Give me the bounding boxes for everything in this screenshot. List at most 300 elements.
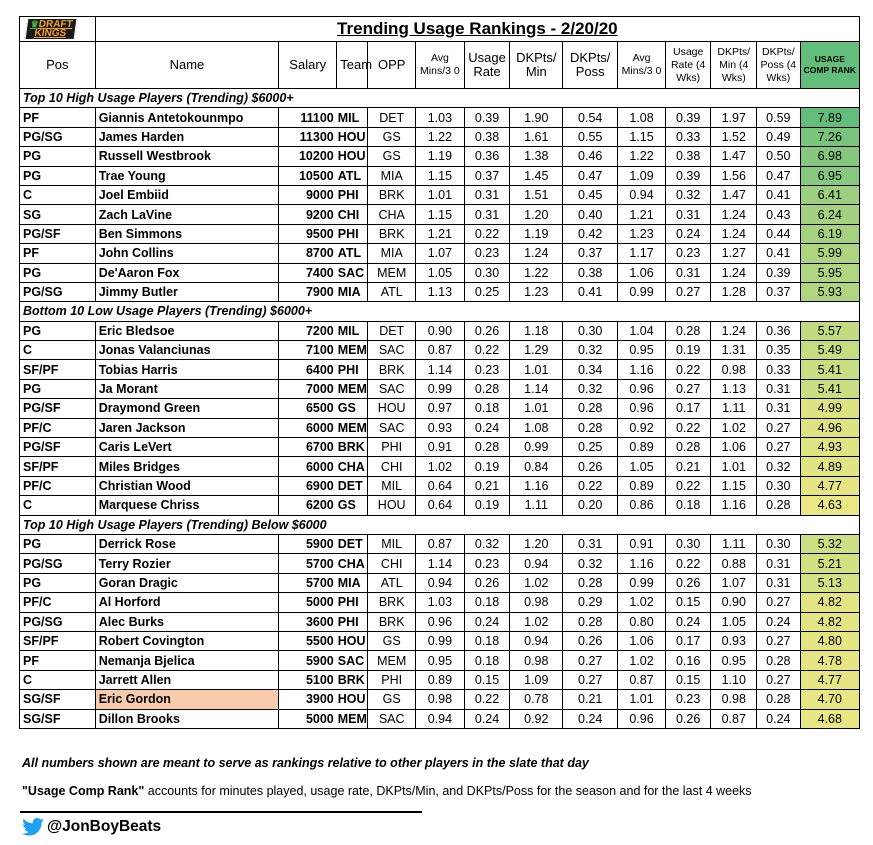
cell-dkpts-poss: 0.54	[563, 108, 618, 127]
cell-usage-comp-rank: 4.82	[800, 593, 859, 612]
cell-usage-rate-4wk: 0.38	[665, 147, 711, 166]
cell-name: Terry Rozier	[95, 554, 279, 573]
cell-salary: 9200	[279, 205, 337, 224]
cell-name: Goran Dragic	[95, 573, 279, 592]
cell-dkpts-poss: 0.24	[563, 709, 618, 728]
cell-usage-comp-rank: 4.99	[800, 399, 859, 418]
cell-salary: 3600	[279, 612, 337, 631]
title-row	[20, 17, 860, 42]
cell-pos: SF/PF	[20, 631, 96, 650]
cell-avg-mins-4wk: 0.80	[618, 612, 666, 631]
cell-dkpts-poss-4wk: 0.31	[757, 399, 801, 418]
cell-salary: 7100	[279, 341, 337, 360]
cell-name: Robert Covington	[95, 631, 279, 650]
cell-avg-mins: 0.96	[416, 612, 465, 631]
cell-avg-mins-4wk: 1.09	[618, 166, 666, 185]
cell-opp: HOU	[368, 496, 416, 515]
cell-pos: PG	[20, 321, 96, 340]
cell-usage-comp-rank: 5.13	[800, 573, 859, 592]
player-row	[20, 185, 860, 204]
cell-opp: SAC	[368, 418, 416, 437]
cell-pos: PG/SF	[20, 224, 96, 243]
cell-name: Joel Embiid	[95, 185, 279, 204]
header-usage-rate: Usage Rate	[464, 42, 510, 89]
cell-usage-rate: 0.19	[464, 496, 510, 515]
cell-dkpts-min-4wk: 1.28	[711, 282, 757, 301]
cell-name: Alec Burks	[95, 612, 279, 631]
cell-dkpts-poss: 0.32	[563, 341, 618, 360]
cell-dkpts-poss: 0.32	[563, 379, 618, 398]
cell-dkpts-poss: 0.38	[563, 263, 618, 282]
cell-dkpts-poss-4wk: 0.43	[757, 205, 801, 224]
cell-team: SAC	[337, 651, 368, 670]
cell-pos: PG/SG	[20, 554, 96, 573]
cell-name: Miles Bridges	[95, 457, 279, 476]
cell-avg-mins: 1.01	[416, 185, 465, 204]
cell-dkpts-poss-4wk: 0.37	[757, 282, 801, 301]
cell-dkpts-min: 1.38	[510, 147, 563, 166]
cell-dkpts-min-4wk: 1.97	[711, 108, 757, 127]
cell-usage-comp-rank: 5.41	[800, 379, 859, 398]
cell-dkpts-poss: 0.32	[563, 554, 618, 573]
cell-usage-rate: 0.23	[464, 554, 510, 573]
cell-opp: MEM	[368, 651, 416, 670]
player-row	[20, 690, 860, 709]
player-row	[20, 554, 860, 573]
section-label: Bottom 10 Low Usage Players (Trending) $6000+	[20, 302, 860, 321]
cell-dkpts-poss: 0.30	[563, 321, 618, 340]
cell-dkpts-poss-4wk: 0.41	[757, 185, 801, 204]
cell-usage-comp-rank: 5.57	[800, 321, 859, 340]
cell-usage-rate: 0.38	[464, 127, 510, 146]
rankings-table	[19, 16, 860, 729]
cell-name: Nemanja Bjelica	[95, 651, 279, 670]
cell-name: Draymond Green	[95, 399, 279, 418]
cell-dkpts-min: 1.45	[510, 166, 563, 185]
cell-dkpts-poss: 0.45	[563, 185, 618, 204]
cell-salary: 5900	[279, 651, 337, 670]
header-pos: Pos	[20, 42, 96, 89]
cell-dkpts-min-4wk: 1.05	[711, 612, 757, 631]
cell-team: ATL	[337, 166, 368, 185]
cell-name: Jonas Valanciunas	[95, 341, 279, 360]
cell-usage-comp-rank: 7.89	[800, 108, 859, 127]
cell-usage-rate: 0.30	[464, 263, 510, 282]
cell-opp: SAC	[368, 709, 416, 728]
cell-dkpts-poss: 0.26	[563, 631, 618, 650]
cell-opp: GS	[368, 147, 416, 166]
cell-dkpts-poss: 0.47	[563, 166, 618, 185]
player-row	[20, 438, 860, 457]
cell-dkpts-min-4wk: 1.27	[711, 244, 757, 263]
cell-dkpts-min: 1.20	[510, 205, 563, 224]
cell-dkpts-poss-4wk: 0.39	[757, 263, 801, 282]
cell-usage-rate-4wk: 0.21	[665, 457, 711, 476]
cell-avg-mins-4wk: 1.04	[618, 321, 666, 340]
cell-opp: SAC	[368, 379, 416, 398]
cell-avg-mins: 0.94	[416, 573, 465, 592]
cell-pos: SG/SF	[20, 709, 96, 728]
cell-avg-mins-4wk: 1.02	[618, 593, 666, 612]
cell-avg-mins-4wk: 0.87	[618, 670, 666, 689]
cell-dkpts-min: 1.18	[510, 321, 563, 340]
cell-dkpts-min: 0.94	[510, 554, 563, 573]
cell-team: CHA	[337, 457, 368, 476]
player-row	[20, 224, 860, 243]
cell-dkpts-min: 1.08	[510, 418, 563, 437]
cell-dkpts-poss-4wk: 0.27	[757, 418, 801, 437]
cell-dkpts-min: 1.01	[510, 399, 563, 418]
cell-name: John Collins	[95, 244, 279, 263]
header-dkpts-poss: DKPts/ Poss	[563, 42, 618, 89]
section-header	[20, 515, 860, 534]
cell-usage-rate-4wk: 0.24	[665, 612, 711, 631]
player-row	[20, 108, 860, 127]
cell-avg-mins: 0.93	[416, 418, 465, 437]
cell-usage-comp-rank: 6.95	[800, 166, 859, 185]
cell-usage-rate: 0.37	[464, 166, 510, 185]
cell-team: MEM	[337, 418, 368, 437]
cell-team: DET	[337, 476, 368, 495]
cell-team: MIA	[337, 573, 368, 592]
cell-avg-mins-4wk: 0.96	[618, 709, 666, 728]
cell-avg-mins-4wk: 0.95	[618, 341, 666, 360]
cell-name: Russell Westbrook	[95, 147, 279, 166]
cell-dkpts-poss: 0.37	[563, 244, 618, 263]
cell-salary: 6500	[279, 399, 337, 418]
cell-avg-mins-4wk: 0.86	[618, 496, 666, 515]
cell-dkpts-poss: 0.42	[563, 224, 618, 243]
cell-avg-mins-4wk: 1.01	[618, 690, 666, 709]
cell-dkpts-poss-4wk: 0.33	[757, 360, 801, 379]
player-row	[20, 593, 860, 612]
cell-dkpts-min: 1.11	[510, 496, 563, 515]
cell-usage-rate-4wk: 0.26	[665, 709, 711, 728]
cell-usage-rate: 0.26	[464, 573, 510, 592]
cell-opp: MIA	[368, 244, 416, 263]
cell-dkpts-min-4wk: 1.02	[711, 418, 757, 437]
cell-dkpts-min-4wk: 0.87	[711, 709, 757, 728]
cell-dkpts-poss-4wk: 0.35	[757, 341, 801, 360]
cell-dkpts-poss-4wk: 0.28	[757, 690, 801, 709]
cell-dkpts-min-4wk: 1.16	[711, 496, 757, 515]
cell-team: MIL	[337, 108, 368, 127]
cell-usage-rate-4wk: 0.32	[665, 185, 711, 204]
cell-dkpts-min-4wk: 1.56	[711, 166, 757, 185]
cell-pos: PG/SG	[20, 282, 96, 301]
cell-avg-mins: 1.22	[416, 127, 465, 146]
cell-avg-mins-4wk: 1.16	[618, 554, 666, 573]
cell-pos: PF/C	[20, 476, 96, 495]
cell-usage-rate: 0.18	[464, 631, 510, 650]
cell-pos: PG	[20, 573, 96, 592]
cell-pos: PF/C	[20, 593, 96, 612]
player-row	[20, 360, 860, 379]
cell-usage-comp-rank: 7.26	[800, 127, 859, 146]
player-row	[20, 670, 860, 689]
cell-name: De'Aaron Fox	[95, 263, 279, 282]
cell-opp: PHI	[368, 670, 416, 689]
cell-usage-comp-rank: 6.19	[800, 224, 859, 243]
cell-usage-comp-rank: 5.41	[800, 360, 859, 379]
cell-dkpts-min-4wk: 0.98	[711, 360, 757, 379]
cell-salary: 5100	[279, 670, 337, 689]
cell-pos: C	[20, 341, 96, 360]
cell-name: Dillon Brooks	[95, 709, 279, 728]
player-row	[20, 127, 860, 146]
cell-salary: 10200	[279, 147, 337, 166]
header-team: Team	[337, 42, 368, 89]
cell-pos: PF/C	[20, 418, 96, 437]
cell-team: PHI	[337, 185, 368, 204]
cell-dkpts-min: 0.94	[510, 631, 563, 650]
cell-name: Christian Wood	[95, 476, 279, 495]
cell-usage-rate-4wk: 0.24	[665, 224, 711, 243]
player-row	[20, 341, 860, 360]
cell-usage-rate: 0.24	[464, 418, 510, 437]
cell-usage-rate-4wk: 0.16	[665, 651, 711, 670]
player-row	[20, 282, 860, 301]
player-row	[20, 496, 860, 515]
cell-salary: 10500	[279, 166, 337, 185]
cell-team: MIL	[337, 321, 368, 340]
cell-opp: GS	[368, 631, 416, 650]
cell-opp: BRK	[368, 185, 416, 204]
cell-dkpts-min: 0.78	[510, 690, 563, 709]
header-avg-mins: Avg Mins/3 0	[416, 42, 465, 89]
cell-usage-rate-4wk: 0.22	[665, 360, 711, 379]
cell-dkpts-min-4wk: 1.31	[711, 341, 757, 360]
cell-usage-comp-rank: 4.70	[800, 690, 859, 709]
player-row	[20, 418, 860, 437]
cell-avg-mins: 1.03	[416, 108, 465, 127]
cell-avg-mins-4wk: 1.23	[618, 224, 666, 243]
player-row	[20, 631, 860, 650]
cell-dkpts-min: 0.92	[510, 709, 563, 728]
cell-name: Zach LaVine	[95, 205, 279, 224]
cell-dkpts-poss-4wk: 0.24	[757, 612, 801, 631]
cell-usage-comp-rank: 5.32	[800, 534, 859, 553]
cell-name: Ben Simmons	[95, 224, 279, 243]
cell-dkpts-min-4wk: 1.47	[711, 185, 757, 204]
cell-usage-rate-4wk: 0.26	[665, 573, 711, 592]
cell-usage-rate: 0.25	[464, 282, 510, 301]
cell-usage-rate-4wk: 0.30	[665, 534, 711, 553]
cell-salary: 7900	[279, 282, 337, 301]
cell-dkpts-poss-4wk: 0.28	[757, 496, 801, 515]
cell-pos: C	[20, 496, 96, 515]
cell-salary: 5500	[279, 631, 337, 650]
cell-dkpts-min: 1.01	[510, 360, 563, 379]
cell-dkpts-min: 1.20	[510, 534, 563, 553]
header-row	[20, 42, 860, 89]
cell-usage-rate-4wk: 0.33	[665, 127, 711, 146]
cell-pos: PG	[20, 379, 96, 398]
cell-opp: MIL	[368, 476, 416, 495]
cell-avg-mins: 1.15	[416, 205, 465, 224]
twitter-handle: @JonBoyBeats	[47, 818, 162, 835]
cell-avg-mins: 1.05	[416, 263, 465, 282]
cell-avg-mins: 0.99	[416, 631, 465, 650]
divider	[20, 811, 422, 813]
cell-dkpts-min: 1.19	[510, 224, 563, 243]
cell-team: HOU	[337, 127, 368, 146]
cell-avg-mins: 0.98	[416, 690, 465, 709]
cell-avg-mins: 1.21	[416, 224, 465, 243]
player-row	[20, 457, 860, 476]
cell-dkpts-poss: 0.21	[563, 690, 618, 709]
cell-dkpts-poss-4wk: 0.41	[757, 244, 801, 263]
cell-usage-rate: 0.18	[464, 651, 510, 670]
cell-dkpts-poss-4wk: 0.50	[757, 147, 801, 166]
cell-dkpts-poss-4wk: 0.27	[757, 438, 801, 457]
cell-pos: PG	[20, 166, 96, 185]
cell-dkpts-min-4wk: 1.13	[711, 379, 757, 398]
cell-avg-mins: 0.64	[416, 476, 465, 495]
cell-avg-mins-4wk: 0.96	[618, 379, 666, 398]
cell-dkpts-poss: 0.27	[563, 670, 618, 689]
cell-usage-rate-4wk: 0.28	[665, 321, 711, 340]
cell-opp: GS	[368, 690, 416, 709]
section-label: Top 10 High Usage Players (Trending) Below $6000	[20, 515, 860, 534]
cell-avg-mins-4wk: 1.21	[618, 205, 666, 224]
cell-usage-rate-4wk: 0.22	[665, 554, 711, 573]
cell-opp: HOU	[368, 399, 416, 418]
header-name: Name	[95, 42, 279, 89]
cell-avg-mins-4wk: 0.96	[618, 399, 666, 418]
cell-dkpts-min-4wk: 0.90	[711, 593, 757, 612]
cell-name: Al Horford	[95, 593, 279, 612]
cell-usage-comp-rank: 4.93	[800, 438, 859, 457]
cell-salary: 6400	[279, 360, 337, 379]
cell-usage-comp-rank: 5.99	[800, 244, 859, 263]
cell-pos: PG/SG	[20, 612, 96, 631]
cell-dkpts-poss-4wk: 0.31	[757, 554, 801, 573]
cell-avg-mins: 0.94	[416, 709, 465, 728]
header-usage-comp-rank: USAGE COMP RANK	[800, 42, 859, 89]
cell-usage-rate-4wk: 0.22	[665, 476, 711, 495]
cell-usage-comp-rank: 4.96	[800, 418, 859, 437]
cell-dkpts-min-4wk: 1.52	[711, 127, 757, 146]
cell-avg-mins-4wk: 0.92	[618, 418, 666, 437]
cell-dkpts-poss-4wk: 0.36	[757, 321, 801, 340]
player-row	[20, 166, 860, 185]
header-opp: OPP	[368, 42, 416, 89]
section-header	[20, 302, 860, 321]
cell-dkpts-poss: 0.28	[563, 573, 618, 592]
cell-dkpts-poss-4wk: 0.27	[757, 631, 801, 650]
cell-name: Eric Gordon	[95, 690, 279, 709]
cell-usage-rate: 0.21	[464, 476, 510, 495]
cell-dkpts-poss: 0.31	[563, 534, 618, 553]
cell-dkpts-min: 0.98	[510, 651, 563, 670]
cell-usage-comp-rank: 4.89	[800, 457, 859, 476]
cell-salary: 9500	[279, 224, 337, 243]
cell-pos: PF	[20, 244, 96, 263]
cell-salary: 5000	[279, 709, 337, 728]
cell-opp: DET	[368, 108, 416, 127]
cell-team: PHI	[337, 593, 368, 612]
cell-dkpts-poss: 0.29	[563, 593, 618, 612]
cell-dkpts-min: 1.90	[510, 108, 563, 127]
cell-usage-rate: 0.18	[464, 399, 510, 418]
cell-pos: C	[20, 185, 96, 204]
cell-pos: PG/SF	[20, 399, 96, 418]
cell-avg-mins-4wk: 1.05	[618, 457, 666, 476]
cell-team: GS	[337, 496, 368, 515]
cell-usage-rate: 0.24	[464, 612, 510, 631]
cell-opp: MIL	[368, 534, 416, 553]
cell-avg-mins-4wk: 0.99	[618, 573, 666, 592]
cell-team: BRK	[337, 670, 368, 689]
cell-dkpts-poss: 0.34	[563, 360, 618, 379]
cell-dkpts-min-4wk: 1.24	[711, 263, 757, 282]
cell-usage-rate: 0.26	[464, 321, 510, 340]
cell-dkpts-poss-4wk: 0.47	[757, 166, 801, 185]
cell-salary: 5700	[279, 554, 337, 573]
cell-dkpts-min: 1.16	[510, 476, 563, 495]
cell-avg-mins: 0.90	[416, 321, 465, 340]
cell-opp: BRK	[368, 360, 416, 379]
cell-avg-mins: 0.95	[416, 651, 465, 670]
cell-opp: PHI	[368, 438, 416, 457]
cell-dkpts-poss-4wk: 0.49	[757, 127, 801, 146]
cell-salary: 6200	[279, 496, 337, 515]
cell-dkpts-min: 0.98	[510, 593, 563, 612]
cell-pos: PG/SG	[20, 127, 96, 146]
player-row	[20, 399, 860, 418]
cell-salary: 6000	[279, 457, 337, 476]
cell-usage-rate-4wk: 0.27	[665, 379, 711, 398]
cell-dkpts-poss-4wk: 0.31	[757, 379, 801, 398]
cell-usage-rate-4wk: 0.31	[665, 263, 711, 282]
cell-usage-rate: 0.18	[464, 593, 510, 612]
cell-dkpts-min-4wk: 1.24	[711, 205, 757, 224]
cell-dkpts-poss-4wk: 0.28	[757, 651, 801, 670]
cell-dkpts-poss: 0.26	[563, 457, 618, 476]
cell-dkpts-poss: 0.25	[563, 438, 618, 457]
cell-dkpts-poss: 0.22	[563, 476, 618, 495]
cell-usage-rate: 0.24	[464, 709, 510, 728]
cell-avg-mins: 0.64	[416, 496, 465, 515]
player-row	[20, 534, 860, 553]
cell-dkpts-min-4wk: 0.98	[711, 690, 757, 709]
cell-team: CHA	[337, 554, 368, 573]
cell-salary: 5900	[279, 534, 337, 553]
header-dkpts-min: DKPts/ Min	[510, 42, 563, 89]
draftkings-logo: ♛DRAFT KINGS	[24, 18, 77, 40]
cell-name: Jarrett Allen	[95, 670, 279, 689]
cell-usage-comp-rank: 4.77	[800, 670, 859, 689]
section-label: Top 10 High Usage Players (Trending) $6000+	[20, 89, 860, 108]
cell-avg-mins-4wk: 1.02	[618, 651, 666, 670]
cell-dkpts-min-4wk: 1.24	[711, 224, 757, 243]
cell-usage-rate: 0.31	[464, 205, 510, 224]
header-avg-mins-4wk: Avg Mins/3 0	[618, 42, 666, 89]
cell-usage-rate-4wk: 0.18	[665, 496, 711, 515]
cell-avg-mins: 1.14	[416, 554, 465, 573]
cell-avg-mins-4wk: 1.16	[618, 360, 666, 379]
cell-usage-rate: 0.31	[464, 185, 510, 204]
cell-dkpts-poss: 0.55	[563, 127, 618, 146]
player-row	[20, 147, 860, 166]
cell-pos: PG	[20, 263, 96, 282]
cell-dkpts-poss-4wk: 0.30	[757, 476, 801, 495]
cell-avg-mins: 0.87	[416, 534, 465, 553]
cell-team: MEM	[337, 709, 368, 728]
cell-dkpts-poss: 0.28	[563, 418, 618, 437]
player-row	[20, 651, 860, 670]
